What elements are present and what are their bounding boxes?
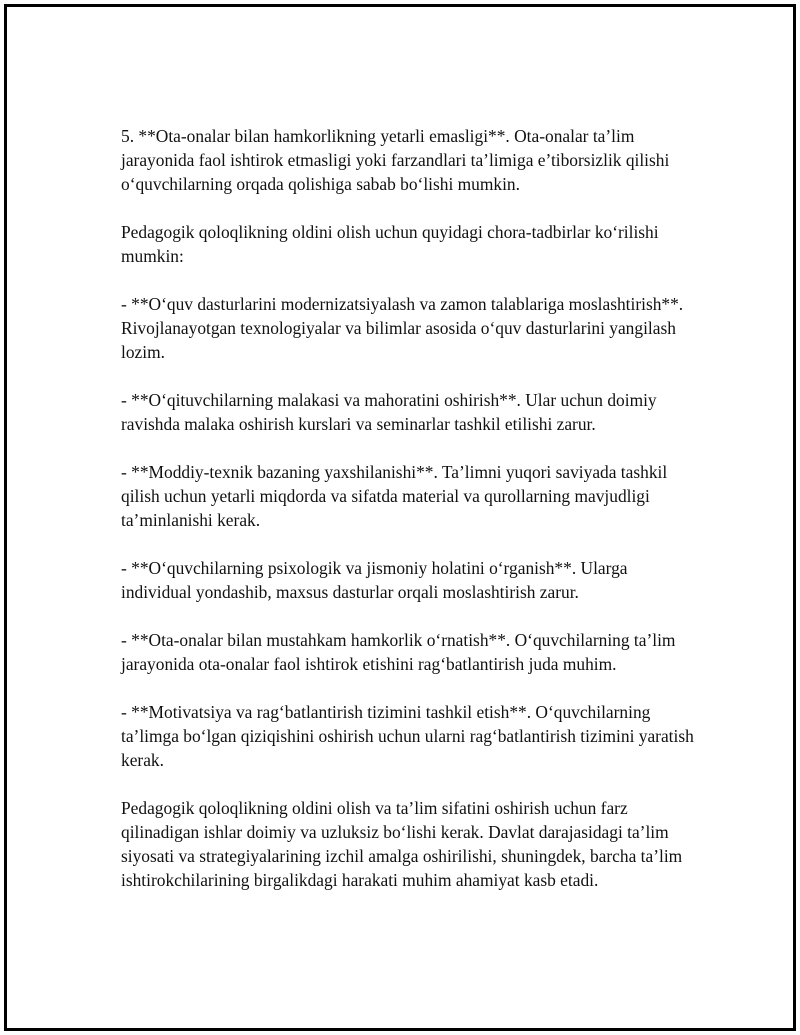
list-item-curriculum: - **O‘quv dasturlarini modernizatsiyalash va zamon talablariga moslashtirish**. Rivojlanayotgan texnologiyalar va bilimlar asosida o‘quv dasturlarini yangilash lozim. [121, 294, 684, 362]
page-frame [4, 4, 796, 1031]
list-item-student-study: - **O‘quvchilarning psixologik va jismoniy holatini o‘rganish**. Ularga individual yondashib, maxsus dasturlar orqali moslashtirish zarur. [121, 558, 628, 602]
list-item-parent-cooperation: - **Ota-onalar bilan mustahkam hamkorlik o‘rnatish**. O‘quvchilarning ta’lim jarayonida ota-onalar faol ishtirok etishini rag‘batlantirish juda muhim. [121, 630, 676, 674]
list-item-motivation: - **Motivatsiya va rag‘batlantirish tizimini tashkil etish**. O‘quvchilarning ta’limga bo‘lgan qiziqishini oshirish uchun ularni rag‘batlantirish tizimini yaratish kerak. [121, 702, 694, 770]
list-item-material-base: - **Moddiy-texnik bazaning yaxshilanishi**. Ta’limni yuqori saviyada tashkil qilish uchun yetarli miqdorda va sifatda material va qurollarning mavjudligi ta’minlanishi kerak. [121, 462, 668, 530]
paragraph-point-5: 5. **Ota-onalar bilan hamkorlikning yetarli emasligi**. Ota-onalar ta’lim jarayonida faol ishtirok etmasligi yoki farzandlari ta’limiga e’tiborsizlik qilishi o‘quvchilarning orqada qolishiga sabab bo‘lishi mumkin. [121, 126, 670, 194]
paragraph-conclusion: Pedagogik qoloqlikning oldini olish va ta’lim sifatini oshirish uchun farz qilinadigan ishlar doimiy va uzluksiz bo‘lishi kerak. Davlat darajasidagi ta’lim siyosati va strategiyalarining izchil amalga oshirilishi, shuningdek, barcha ta’lim ishtirokchilarining birgalikdagi harakati muhim ahamiyat kasb etadi. [121, 798, 683, 890]
list-item-teacher-skills: - **O‘qituvchilarning malakasi va mahoratini oshirish**. Ular uchun doimiy ravishda malaka oshirish kurslari va seminarlar tashkil etilishi zarur. [121, 390, 657, 434]
document-body [121, 124, 701, 916]
paragraph-measures-intro: Pedagogik qoloqlikning oldini olish uchun quyidagi chora-tadbirlar ko‘rilishi mumkin: [121, 222, 659, 266]
